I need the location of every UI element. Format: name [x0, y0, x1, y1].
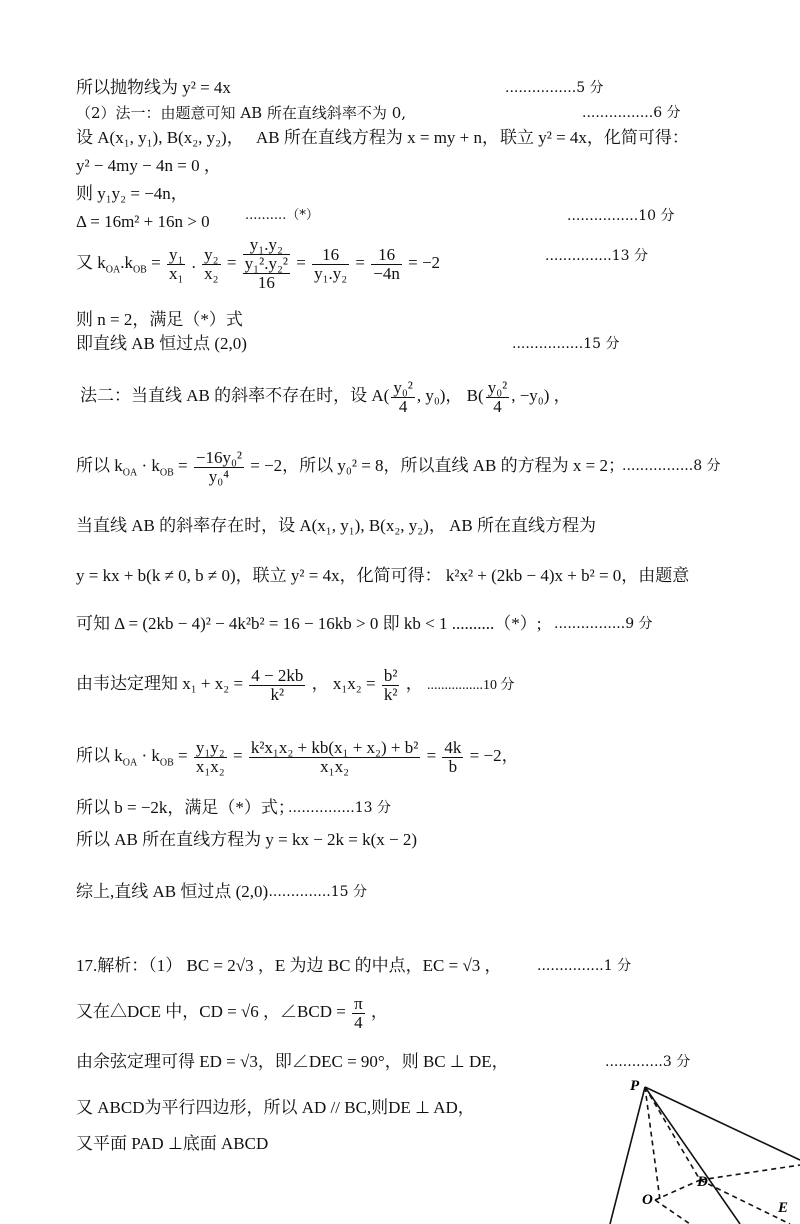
slope-sub-ob: OB — [132, 264, 147, 276]
line-line-equation: AB 所在直线方程为 x = my + n， — [256, 128, 500, 147]
label-d: D — [697, 1174, 708, 1190]
label-o: O — [642, 1192, 653, 1208]
frac-product-roots: $\frac{\text{b²}}{\text{k²}}$ — [383, 665, 398, 704]
score-15: ................15 分 — [512, 336, 620, 352]
score-15-b: ...............15 分 — [264, 884, 368, 900]
line-vieta: 由韦达定理知 x₁ + x₂ = $\frac{4 - 2kb}{\text{k²}}$ ， x₁x₂ = $\frac{\text{b²}}{\text{k²}}$ ， ................10 分 — [76, 665, 515, 704]
line-conclusion: 综上,直线 AB 恒过点 (2,0) — [76, 882, 269, 901]
line-parallelogram: 又 ABCD为平行四边形，所以 AD // BC,则DE ⊥ AD， — [76, 1098, 475, 1117]
score-1: ...............1 分 — [537, 958, 632, 974]
frac-neg16y0sq-over-y04: $\frac{\text{−16y₀²}}{\text{y₀⁴}}$ — [195, 447, 242, 486]
line-discriminant: Δ = 16m² + 16n > 0 — [76, 212, 210, 231]
frac-y0sq-over-4-b: $\frac{\text{y₀²}}{4}$ — [487, 377, 508, 416]
slope-result: = −2 — [408, 252, 441, 272]
line-n-equals-2: 则 n = 2，满足（*）式 — [76, 310, 243, 329]
score-9: ................9 分 — [554, 616, 653, 632]
line-combine-quadratic: y = kx + b(k ≠ 0, b ≠ 0)，联立 y² = 4x，化简可得： k²x² + (2kb − 4)x + b² = 0，由题意 — [76, 566, 690, 585]
line-product-roots: 则 y₁y₂ = −4n， — [76, 184, 188, 203]
line-triangle-dce: 又在△DCE 中，CD = √6 ，∠BCD = $\frac{\pi}{4}$ ， — [76, 993, 388, 1032]
slope-mid: .k — [120, 252, 133, 272]
line-vertical-case-result: 所以 $k_{OA} \cdot k_{OB}$ = $\frac{\text{−16y₀²}}{\text{y₀⁴}}$ = −2，所以 y₀² = 8，所以直线 AB 的方程为 x = 2； — [76, 447, 625, 486]
line-parabola-result: 所以抛物线为 y² = 4x — [76, 78, 231, 97]
score-10: ................10 分 — [567, 208, 675, 224]
slope-sub-oa: OA — [105, 264, 121, 276]
line-discriminant-star: ..........（*） — [245, 208, 319, 223]
line-slope-exists: 当直线 AB 的斜率存在时，设 A(x₁, y₁), B(x₂, y₂)， AB 所在直线方程为 — [76, 516, 597, 535]
frac-y1-x1: $\frac{\text{y₁}}{\text{x₁}}$ — [168, 244, 184, 283]
line-problem-17: 17.解析：（1） BC = 2√3 ，E 为边 BC 的中点，EC = √3 ， — [76, 956, 502, 975]
line-set-points: 设 A(x₁, y₁), B(x₂, y₂)， — [76, 128, 244, 147]
frac-expanded: $\frac{\text{k²x₁x₂ + kb(x₁ + x₂) + b²}}{\text{x₁x₂}}$ — [250, 737, 419, 776]
line-fixed-point: 即直线 AB 恒过点 (2,0) — [76, 334, 247, 353]
score-8: ................8 分 — [622, 458, 721, 474]
frac-compound: y₁.y₂ y₁².y₂² 16 — [244, 235, 288, 292]
line-discriminant-two: 可知 Δ = (2kb − 4)² − 4k²b² = 16 − 16kb > 0 即 kb < 1 ..........（*）; — [76, 614, 542, 633]
frac-4k-over-b: $\frac{4k}{b}$ — [444, 737, 462, 776]
frac-pi-over-4: $\frac{\pi}{4}$ — [354, 993, 363, 1032]
frac-sum-roots: $\frac{4 - 2kb}{\text{k²}}$ — [251, 665, 304, 704]
line-cosine-rule: 由余弦定理可得 ED = √3，即∠DEC = 90°，则 BC ⊥ DE， — [76, 1052, 509, 1071]
score-6: ................6 分 — [582, 105, 681, 121]
label-p: P — [630, 1078, 640, 1094]
frac-y1y2-over-x1x2: $\frac{\text{y₁y₂}}{\text{x₁x₂}}$ — [195, 737, 225, 776]
score-5: ................5 分 — [505, 80, 604, 96]
frac-16-over-neg4n: $\frac{16}{-4n}$ — [373, 244, 400, 283]
line-method-two-vertical: 法二：当直线 AB 的斜率不存在时，设 A( $\frac{\text{y₀²}}{4}$ , y₀)， B( $\frac{\text{y₀²}}{4}$ , −y₀) ， — [80, 377, 571, 416]
line-final-line-eq: 所以 AB 所在直线方程为 y = kx − 2k = k(x − 2) — [76, 830, 418, 849]
label-e: E — [778, 1200, 789, 1216]
line-method-one-intro: （2）法一：由题意可知 AB 所在直线斜率不为 0, — [76, 104, 407, 122]
line-combine-parabola: 联立 y² = 4x，化简可得： — [500, 128, 689, 147]
line-slope-product-two: 所以 $k_{OA} \cdot k_{OB}$ = $\frac{\text{y₁y₂}}{\text{x₁x₂}}$ = $\frac{\text{k²x₁x₂ + kb(x₁ + x₂) + b²}}{\text{x₁x₂}}$ = $\frac{4k}{b}$ = −2， — [76, 737, 519, 776]
slope-prefix: 又 k — [76, 252, 106, 272]
score-13: ...............13 分 — [545, 248, 649, 264]
line-quadratic: y² − 4my − 4n = 0 ， — [76, 156, 221, 175]
frac-y0sq-over-4-a: $\frac{\text{y₀²}}{4}$ — [393, 377, 413, 416]
score-10-b: ................10 分 — [426, 678, 515, 693]
line-plane-perpendicular: 又平面 PAD ⊥底面 ABCD — [76, 1134, 269, 1153]
score-3: .............3 分 — [605, 1054, 691, 1070]
frac-y2-x2: $\frac{\text{y₂}}{\text{x₂}}$ — [204, 244, 219, 283]
frac-16-over-product: $\frac{16}{\text{y₁.y₂}}$ — [314, 244, 348, 283]
line-b-equals: 所以 b = −2k，满足（*）式； — [76, 798, 295, 817]
line-slope-product: 又 $k_{OA}.k_{OB}$ = $\frac{\text{y₁}}{\text{x₁}}$ . $\frac{\text{y₂}}{\text{x₂}}$ = y₁.y₂ y₁².y₂² 16 = $\frac{16}{\text{y₁.y₂}}$ = $\frac{16}{-4n}$ = −2 — [76, 235, 441, 292]
score-13-b: ...............13 分 — [288, 800, 392, 816]
